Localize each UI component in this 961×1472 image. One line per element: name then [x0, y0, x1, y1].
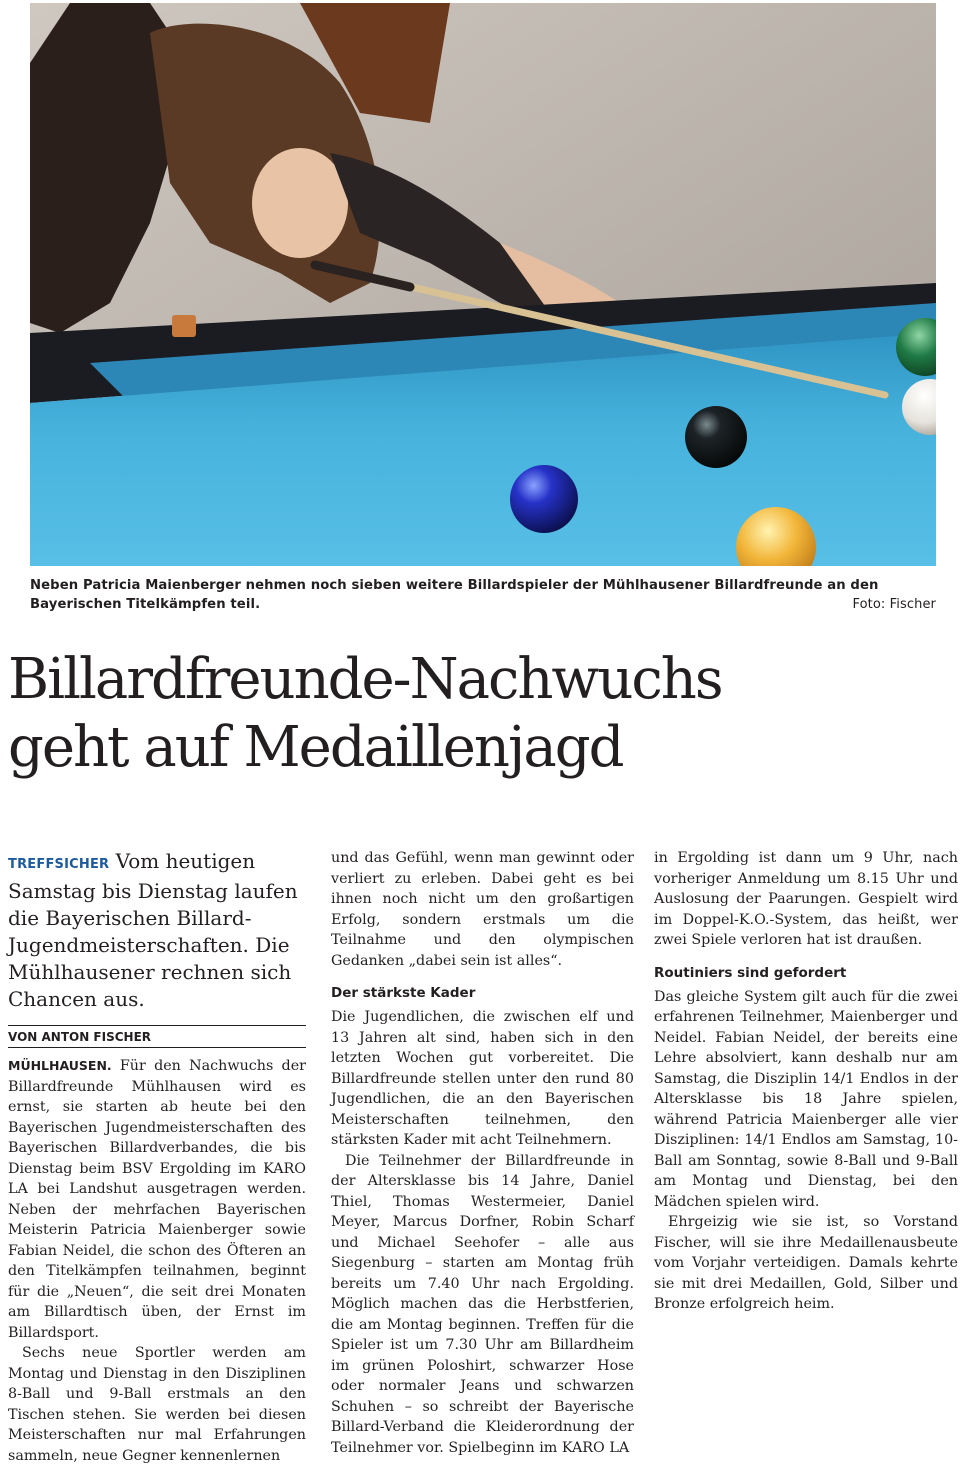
paragraph-5: Das gleiche System gilt auch für die zwei erfahrenen Teilnehmer, Maienberger und Neidel. Fabian Neidel, der bereits eine Lehre absolviert, kann deshalb nur am Samstag, die Disziplin 14/1 Endlos in der Altersklasse bis 18 Jahre spielen, während Patricia Maienberger alle vier Disziplinen: 14/1 Endlos am Samstag, 10-Ball am Sonntag, sowie 8-Ball und 9-Ball am Montag und Dienstag, bei den Mädchen spielen wird.	[654, 988, 958, 1210]
caption-text: Neben Patricia Maienberger nehmen noch sieben weitere Billardspieler der Mühlhausener Billardfreunde an den Bayerischen Titelkämpfen teil.	[30, 578, 879, 612]
paragraph-1-text: Für den Nachwuchs der Billardfreunde Mühlhausen wird es ernst, sie starten ab heute bei den Bayerischen Jugendmeisterschaften des Bayerischen Billardverbandes, die bis Dienstag beim BSV Ergolding im KARO LA bei Landshut ausgetragen werden. Neben der mehrfachen Bayerischen Meisterin Patricia Maienberger sowie Fabian Neidel, die schon des Öfteren an den Titelkämpfen teilnahmen, beginnt für die „Neuen“, die seit drei Monaten am Billardtisch üben, der Ernst im Billardsport.	[8, 1058, 307, 1341]
teaser-text: Vom heutigen Samstag bis Dienstag laufen die Bayerischen Billard-Jugendmeisterschaften. Die Mühlhausener rechnen sich Chancen aus.	[8, 849, 298, 1011]
article-photo	[30, 3, 936, 566]
paragraph-6: Ehrgeizig wie sie ist, so Vorstand Fischer, will sie ihre Medaillenausbeute vom Vorjahr verteidigen. Damals kehrte sie mit drei Medaillen, Gold, Silber und Bronze erfolgreich heim.	[654, 1214, 958, 1312]
paragraph-2-continued: und das Gefühl, wenn man gewinnt oder verliert zu erleben. Dabei geht es bei ihnen noch nicht um den großartigen Erfolg, sondern erstmals um die Teilnahme und den olympischen Gedanken „dabei sein ist alles“.	[331, 850, 634, 969]
teaser-kicker: TREFFSICHER	[8, 857, 110, 872]
paragraph-2: Sechs neue Sportler werden am Montag und Dienstag in den Disziplinen 8-Ball und 9-Ball erstmals an den Tischen stehen. Sie werden bei diesen Meisterschaften nur mal Erfahrungen sammeln, neue Gegner kennenlernen	[8, 1345, 306, 1464]
subhead-veterans: Routiniers sind gefordert	[654, 964, 847, 981]
subhead-strongest-squad: Der stärkste Kader	[331, 985, 476, 1001]
dateline: MÜHLHAUSEN.	[8, 1058, 112, 1073]
article-headline	[8, 646, 958, 782]
paragraph-4: Die Teilnehmer der Billardfreunde in der Altersklasse bis 14 Jahre, Daniel Thiel, Thomas Westermeier, Daniel Meyer, Marcus Dorfner, Robin Scharf und Michael Seehofer – alle aus Siegenburg – starten am Montag früh bereits um 7.40 Uhr nach Ergolding. Möglich machen das die Herbstferien, die am Montag beginnen. Treffen für die Spieler ist um 7.30 Uhr am Billardheim im grünen Poloshirt, schwarzer Hose oder normaler Jeans und schwarzen Schuhen – so schreibt der Bayerische Billard-Verband die Kleiderordnung der Teilnehmer vor. Spielbeginn im KARO LA	[331, 1152, 634, 1456]
article-teaser	[8, 848, 306, 1013]
paragraph-1	[8, 1056, 306, 1343]
billiard-photo-illustration	[30, 3, 936, 566]
headline-line-1: Billardfreunde-Nachwuchs	[8, 647, 722, 712]
article-column-3	[654, 848, 958, 1315]
headline-line-2: geht auf Medaillenjagd	[8, 715, 623, 780]
photo-caption	[30, 576, 936, 614]
article-column-1	[8, 848, 306, 1466]
article-column-2	[331, 848, 634, 1458]
author-byline: VON ANTON FISCHER	[8, 1025, 306, 1048]
photo-credit: Foto: Fischer	[852, 597, 936, 612]
paragraph-4-continued: in Ergolding ist dann um 9 Uhr, nach vorheriger Anmeldung um 8.15 Uhr und Auslosung der Paarungen. Gespielt wird im Doppel-K.O.-System, das heißt, wer zwei Spiele verloren hat ist draußen.	[654, 850, 958, 948]
paragraph-3: Die Jugendlichen, die zwischen elf und 13 Jahren alt sind, haben sich in den letzten Wochen gut vorbereitet. Die Billardfreunde stellen unter den rund 80 Jugendlichen, die an den Bayerischen Meisterschaften teilnehmen, den stärksten Kader mit acht Teilnehmern.	[331, 1009, 634, 1148]
